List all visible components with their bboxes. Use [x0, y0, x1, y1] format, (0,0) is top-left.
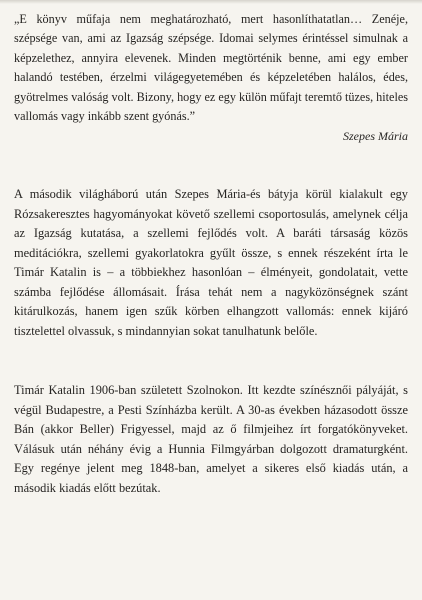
quote-text: „E könyv műfaja nem meghatározható, mert hasonlíthatatlan… Zenéje, szépsége van, ami az Igazság szépsége. Idomai selymes érintéssel simulnak a képzelethez, annyira elevenek. Minden megtörténik benne, ami egy ember halandó testében, érzelmi világegyetemében és képzeletében halálos, édes, gyötrelmes valóság volt. Bizony, hogy ez egy külön műfajt teremtő tüzes, hiteles vallomás vagy inkább szent gyónás.” [14, 12, 408, 124]
quote-author: Szepes Mária [343, 129, 408, 144]
body-paragraph-1: A második világháború után Szepes Mária-és bátyja körül kialakult egy Rózsakeresztes hagyományokat követő szellemi csoportosulás, amelynek célja az Igazság kutatása, a szellemi fejlődés volt. A baráti társaság közös meditációkra, szellemi gyakorlatokra gyűlt össze, s ennek részeként írta le Timár Katalin is – a többiekhez hasonlóan – élményeit, gondolatait, vette számba fejlődése állomásait. Írása tehát nem a nagyközönségnek szánt kitárulkozás, hanem igen szűk körben elhangzott vallomás: ennek kijáró tisztelettel olvassuk, s mindannyian sokat tanulhatunk belőle. [14, 187, 408, 338]
body-paragraph-2: Timár Katalin 1906-ban született Szolnokon. Itt kezdte színésznői pályáját, s végül Budapestre, a Pesti Színházba került. A 30-as években házasodott össze Bán (akkor Beller) Frigyessel, majd az ő filmjeihez írt forgatókönyveket. Válásuk után néhány évig a Hunnia Filmgyárban dolgozott dramaturgként. Egy regénye jelent meg 1848-ban, amelyet a sikeres első kiadás után, a második kiadás előtt bezútak. [14, 383, 408, 495]
book-page [14, 10, 408, 498]
page-top-edge [0, 0, 422, 4]
